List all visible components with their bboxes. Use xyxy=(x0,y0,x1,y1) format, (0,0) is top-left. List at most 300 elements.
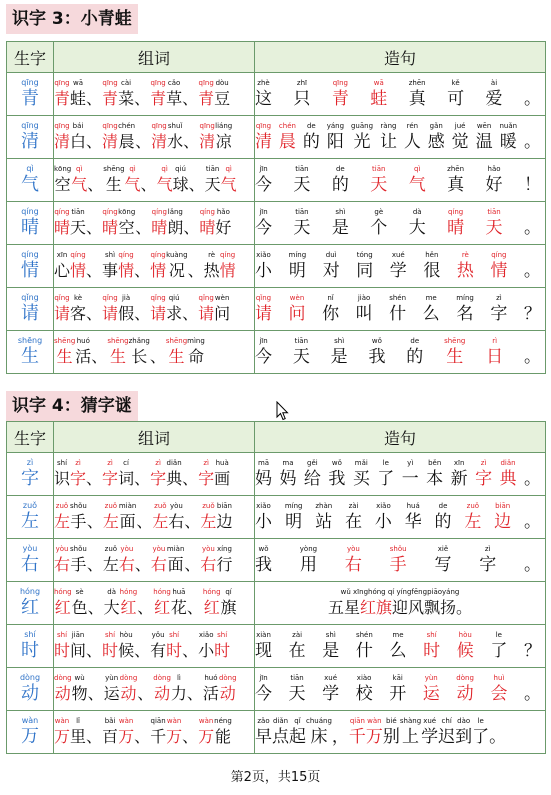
pinyin: wàn xyxy=(21,716,39,725)
ruby-char xyxy=(272,716,289,748)
hanzi: 草 xyxy=(166,89,183,108)
pinyin: jiān xyxy=(71,631,85,639)
hanzi: 什 xyxy=(389,304,407,324)
hanzi: 晴 xyxy=(199,218,216,237)
pinyin: rì xyxy=(492,337,498,345)
hanzi: 求 xyxy=(166,304,183,323)
hanzi: 问 xyxy=(214,304,231,323)
hanzi: 面 xyxy=(119,512,136,531)
ruby-char xyxy=(322,630,339,662)
hanzi: 我 xyxy=(368,347,386,367)
pinyin: xué xyxy=(324,674,338,682)
hanzi: 。 xyxy=(524,555,541,575)
hanzi: 力 xyxy=(170,684,187,703)
ruby-char xyxy=(70,207,86,239)
pinyin: tiān xyxy=(290,674,304,682)
ruby-char xyxy=(20,673,40,705)
page-footer: 第2页，共15页 xyxy=(230,770,321,785)
hanzi: 现 xyxy=(255,641,272,661)
pinyin: xiào xyxy=(356,674,372,682)
pinyin: yì xyxy=(407,459,414,467)
hanzi: 热 xyxy=(456,261,474,281)
ruby-char xyxy=(390,250,407,282)
ruby-char xyxy=(102,207,118,239)
hanzi: ！ xyxy=(523,175,541,195)
ruby-char xyxy=(118,630,134,662)
table-row xyxy=(7,668,546,711)
pinyin: duì xyxy=(325,251,337,259)
hanzi: 、 xyxy=(135,132,152,151)
ruby-char xyxy=(70,121,86,153)
pinyin: qiú xyxy=(175,165,186,173)
ruby-char xyxy=(103,164,124,196)
pinyin: ài xyxy=(490,79,498,87)
pinyin: yòng xyxy=(299,545,318,553)
pinyin: xiǎo xyxy=(256,251,271,259)
hanzi: 晴 xyxy=(21,217,39,238)
ruby-char xyxy=(293,78,310,110)
ruby-char xyxy=(383,716,400,748)
ruby-char xyxy=(332,164,349,196)
pinyin: diǎn xyxy=(166,459,182,467)
pinyin: dòu xyxy=(215,79,229,87)
hanzi: 字 xyxy=(490,304,508,324)
ruby-char xyxy=(214,716,232,748)
pinyin xyxy=(134,78,150,88)
ruby-char xyxy=(118,458,134,490)
pinyin: shén xyxy=(355,631,373,639)
hanzi: 清 xyxy=(199,132,216,151)
new-char-cell xyxy=(7,331,54,374)
ruby-char xyxy=(70,716,86,748)
ruby-char xyxy=(366,716,383,748)
pinyin xyxy=(332,716,349,726)
pinyin: bié xyxy=(386,717,397,725)
ruby-char xyxy=(182,293,198,325)
pinyin xyxy=(137,673,153,683)
pinyin: qīng xyxy=(102,79,118,87)
pinyin: rè xyxy=(461,251,469,259)
ruby-char xyxy=(21,78,39,110)
ruby-char xyxy=(134,716,150,748)
pinyin: hǎo xyxy=(216,208,230,216)
pinyin: lǎng xyxy=(167,208,183,216)
pinyin: dà xyxy=(107,588,117,596)
new-char-cell xyxy=(7,245,54,288)
pinyin: lì xyxy=(176,674,181,682)
ruby-char xyxy=(103,544,119,576)
words-cell xyxy=(54,625,255,668)
hanzi: 请 xyxy=(21,303,39,324)
hanzi: 今 xyxy=(255,218,272,238)
ruby-char xyxy=(434,544,451,576)
pinyin: qīng xyxy=(199,122,215,130)
sentence-cell xyxy=(255,668,546,711)
pinyin xyxy=(182,458,198,468)
ruby-char xyxy=(490,293,507,325)
hanzi: ？ xyxy=(523,304,541,324)
hanzi: 、 xyxy=(91,347,108,366)
ruby-char xyxy=(21,164,39,196)
ruby-char xyxy=(451,458,468,490)
ruby-char xyxy=(86,250,102,282)
hanzi: 、 xyxy=(182,641,199,660)
hanzi: 动 xyxy=(456,684,474,704)
ruby-char xyxy=(198,293,214,325)
pinyin: wǔ xīnghóng qí yíngfēngpiāoyáng xyxy=(340,588,460,596)
ruby-char xyxy=(255,673,272,705)
ruby-char xyxy=(404,121,421,153)
ruby-char xyxy=(198,630,214,662)
hanzi: 长 xyxy=(131,347,148,366)
hanzi: 凉 xyxy=(215,132,232,151)
hanzi: 假 xyxy=(118,304,135,323)
pinyin: zài xyxy=(348,502,359,510)
pinyin: qǐng xyxy=(102,294,118,302)
ruby-char xyxy=(322,673,339,705)
pinyin: xué xyxy=(391,251,405,259)
hanzi: 青 xyxy=(54,89,71,108)
hanzi: 、 xyxy=(86,218,103,237)
hanzi: 运 xyxy=(422,684,440,704)
hanzi: 你 xyxy=(322,304,340,324)
pinyin xyxy=(134,293,150,303)
ruby-char xyxy=(322,293,339,325)
ruby-char xyxy=(447,78,464,110)
ruby-char xyxy=(134,458,150,490)
pinyin: yùn xyxy=(105,674,119,682)
ruby-char xyxy=(216,544,232,576)
hanzi: 手 xyxy=(70,512,87,531)
ruby-char xyxy=(107,336,128,368)
pinyin: qì xyxy=(161,165,168,173)
hanzi: 右 xyxy=(200,555,217,574)
ruby-char xyxy=(524,164,541,196)
hanzi: 感 xyxy=(427,132,445,152)
ruby-char xyxy=(351,121,373,153)
pinyin xyxy=(524,673,541,683)
pinyin: qīng xyxy=(54,122,70,130)
hanzi: 运 xyxy=(103,684,120,703)
pinyin: wǒ xyxy=(258,545,269,553)
hanzi: 到 xyxy=(455,727,473,747)
pinyin: qǐng xyxy=(255,294,272,302)
hanzi: 晴 xyxy=(54,218,71,237)
hanzi: 。 xyxy=(523,218,541,238)
hanzi: 。 xyxy=(523,469,541,489)
hanzi: 千 xyxy=(150,727,167,746)
hanzi: 爱 xyxy=(485,89,503,109)
ruby-char xyxy=(220,250,236,282)
pinyin: xué xyxy=(423,717,437,725)
pinyin: xiǎo xyxy=(376,502,391,510)
hanzi: 别 xyxy=(382,727,400,747)
ruby-char xyxy=(490,630,507,662)
hanzi: 请 xyxy=(198,304,215,323)
pinyin: shǒu xyxy=(70,502,87,510)
words-cell xyxy=(54,159,255,202)
ruby-char xyxy=(486,164,503,196)
table-row xyxy=(7,288,546,331)
ruby-char xyxy=(377,458,394,490)
hanzi: 行 xyxy=(216,555,233,574)
ruby-char xyxy=(489,716,506,748)
hanzi: 词 xyxy=(118,469,135,488)
table-row xyxy=(7,245,546,288)
table-row xyxy=(7,711,546,754)
hanzi: 。 xyxy=(489,727,507,747)
section-title-lesson-4: 识字 4：猜字谜 xyxy=(6,391,138,421)
pinyin xyxy=(524,293,541,303)
lesson-3-table xyxy=(6,41,546,374)
pinyin xyxy=(134,250,150,260)
pinyin: qiú xyxy=(168,294,180,302)
pinyin: tiān xyxy=(295,208,309,216)
ruby-char xyxy=(255,121,272,153)
hanzi: 大 xyxy=(103,598,120,617)
pinyin: zhēn xyxy=(408,79,426,87)
ruby-char xyxy=(289,716,306,748)
hanzi: 、 xyxy=(86,261,103,280)
pinyin xyxy=(88,587,104,597)
pinyin: mā xyxy=(257,459,270,467)
pinyin xyxy=(524,164,541,174)
ruby-char xyxy=(54,250,70,282)
hanzi: 左 xyxy=(102,512,119,531)
hanzi: 左 xyxy=(200,512,217,531)
pinyin xyxy=(141,164,157,174)
pinyin: qǐng xyxy=(54,294,70,302)
words-cell xyxy=(54,496,255,539)
pinyin: zì xyxy=(484,545,491,553)
pinyin: shuǐ xyxy=(167,122,183,130)
pinyin: nǐ xyxy=(327,294,334,302)
words-cell xyxy=(54,582,255,625)
pinyin: hóng xyxy=(54,588,72,596)
hanzi: 蛙 xyxy=(370,89,388,109)
hanzi: 气 xyxy=(408,175,426,195)
hanzi: 、 xyxy=(86,555,103,574)
hanzi: 天 xyxy=(293,175,311,195)
pinyin: shēng xyxy=(103,165,125,173)
ruby-char xyxy=(215,121,232,153)
pinyin xyxy=(184,544,200,554)
pinyin: de xyxy=(438,502,448,510)
pinyin: qiān xyxy=(150,717,166,725)
ruby-char xyxy=(150,336,166,368)
hanzi: 、 xyxy=(183,132,200,151)
ruby-char xyxy=(166,630,182,662)
pinyin: qīng xyxy=(54,79,70,87)
ruby-char xyxy=(21,121,39,153)
ruby-char xyxy=(102,78,118,110)
hanzi: 华 xyxy=(404,512,422,532)
hanzi: 小 xyxy=(255,512,272,532)
ruby-char xyxy=(375,501,392,533)
ruby-char xyxy=(166,78,182,110)
pinyin: qíng xyxy=(151,208,167,216)
pinyin: shì xyxy=(325,631,336,639)
pinyin: wǒ xyxy=(331,459,342,467)
hanzi: 典 xyxy=(499,469,517,489)
sentence-cell xyxy=(255,453,546,496)
ruby-char xyxy=(189,164,205,196)
ruby-char xyxy=(54,501,70,533)
ruby-char xyxy=(472,716,489,748)
ruby-char xyxy=(198,716,214,748)
hanzi: 色 xyxy=(71,598,88,617)
ruby-char xyxy=(120,587,138,619)
ruby-char xyxy=(447,207,464,239)
hanzi: 热 xyxy=(203,261,220,280)
pinyin: cǎo xyxy=(167,79,181,87)
pinyin: dà xyxy=(412,208,422,216)
pinyin: biān xyxy=(216,502,232,510)
hanzi: 阳 xyxy=(326,132,344,152)
ruby-char xyxy=(118,78,134,110)
ruby-char xyxy=(524,207,541,239)
pinyin: jiào xyxy=(357,294,371,302)
hanzi: 、 xyxy=(186,684,203,703)
ruby-char xyxy=(289,630,306,662)
pinyin: wèn xyxy=(289,294,305,302)
ruby-char xyxy=(289,250,307,282)
hanzi: 菜 xyxy=(118,89,135,108)
hanzi: 让 xyxy=(379,132,397,152)
sentence-cell xyxy=(255,539,546,582)
hanzi: 真 xyxy=(447,175,465,195)
pinyin xyxy=(489,716,506,726)
hanzi: 、 xyxy=(134,727,151,746)
hanzi: 气 xyxy=(21,174,39,195)
pinyin: zuǒ xyxy=(466,502,480,510)
pinyin: de xyxy=(306,122,316,130)
pinyin: qíng xyxy=(70,251,86,259)
pinyin: diǎn xyxy=(500,459,516,467)
hanzi: 情 xyxy=(118,261,135,280)
hanzi: 客 xyxy=(70,304,87,323)
hanzi: 、 xyxy=(86,132,103,151)
hanzi: 请 xyxy=(102,304,119,323)
hanzi: 间 xyxy=(70,641,87,660)
pinyin: kōng xyxy=(54,165,72,173)
new-char-cell xyxy=(7,668,54,711)
words-cell xyxy=(54,288,255,331)
ruby-char xyxy=(345,544,362,576)
hanzi: 花 xyxy=(170,598,187,617)
ruby-char xyxy=(54,121,70,153)
pinyin: qīng xyxy=(21,78,39,87)
ruby-char xyxy=(300,544,317,576)
pinyin: hóng xyxy=(119,588,138,596)
pinyin: kè xyxy=(73,294,83,302)
hanzi: 、 xyxy=(86,641,103,660)
pinyin xyxy=(86,78,102,88)
hanzi: 、 xyxy=(140,175,157,194)
pinyin: tiān xyxy=(205,165,220,173)
pinyin: yáng xyxy=(326,122,345,130)
pinyin: dòng xyxy=(456,674,474,682)
ruby-char xyxy=(87,501,103,533)
hanzi: 这 xyxy=(255,89,272,109)
pinyin: wā xyxy=(373,79,384,87)
hanzi: 清 xyxy=(54,132,71,151)
pinyin: zì xyxy=(155,459,161,467)
ruby-char xyxy=(118,250,134,282)
ruby-char xyxy=(103,501,119,533)
pinyin xyxy=(182,630,198,640)
hanzi: 动 xyxy=(154,684,171,703)
pinyin: bái xyxy=(72,122,84,130)
pinyin: qì xyxy=(129,165,136,173)
hanzi: 同 xyxy=(356,261,374,281)
ruby-char xyxy=(54,207,70,239)
pinyin: zuǒ xyxy=(22,501,38,510)
ruby-char xyxy=(54,293,70,325)
hanzi: 今 xyxy=(255,175,272,195)
hanzi: 什 xyxy=(355,641,373,661)
ruby-char xyxy=(182,716,198,748)
pinyin: qīng xyxy=(255,122,272,130)
table-row xyxy=(7,202,546,245)
ruby-char xyxy=(137,673,153,705)
hanzi: 暖 xyxy=(499,132,517,152)
hanzi: 天 xyxy=(288,684,306,704)
hanzi: 小 xyxy=(198,641,215,660)
hanzi: 右 xyxy=(118,555,135,574)
ruby-char xyxy=(464,501,481,533)
pinyin: guāng xyxy=(350,122,374,130)
ruby-char xyxy=(18,336,42,368)
pinyin: zhēn xyxy=(447,165,465,173)
hanzi: 么 xyxy=(389,641,407,661)
pinyin: wǒ xyxy=(371,337,382,345)
hanzi: 小 xyxy=(374,512,392,532)
hanzi: 空 xyxy=(118,218,135,237)
hanzi: 、 xyxy=(137,684,154,703)
new-char-cell xyxy=(7,288,54,331)
pinyin: me xyxy=(392,631,404,639)
pinyin: qīng xyxy=(150,79,166,87)
ruby-char xyxy=(494,501,511,533)
ruby-char xyxy=(524,250,541,282)
ruby-char xyxy=(479,544,496,576)
ruby-char xyxy=(293,164,310,196)
ruby-char xyxy=(54,164,71,196)
ruby-char xyxy=(221,164,237,196)
ruby-char xyxy=(21,250,39,282)
pinyin: zài xyxy=(292,631,303,639)
pinyin: xiǎo xyxy=(198,631,214,639)
ruby-char xyxy=(476,121,493,153)
hanzi: 时 xyxy=(166,641,183,660)
header-char: 生字 xyxy=(7,422,54,453)
pinyin: jīn xyxy=(259,674,268,682)
hanzi: 晴 xyxy=(102,218,119,237)
words-cell xyxy=(54,711,255,754)
hanzi: 万 xyxy=(54,727,71,746)
hanzi: 典 xyxy=(166,469,183,488)
ruby-char xyxy=(167,207,183,239)
header-sentence: 造句 xyxy=(255,42,546,73)
hanzi: 会 xyxy=(490,684,508,704)
hanzi: 动 xyxy=(21,683,39,704)
pinyin: gè xyxy=(374,208,384,216)
pinyin: yǒu xyxy=(151,631,165,639)
ruby-char xyxy=(166,458,182,490)
pinyin: mǎi xyxy=(354,459,368,467)
pinyin: jīn xyxy=(259,208,268,216)
